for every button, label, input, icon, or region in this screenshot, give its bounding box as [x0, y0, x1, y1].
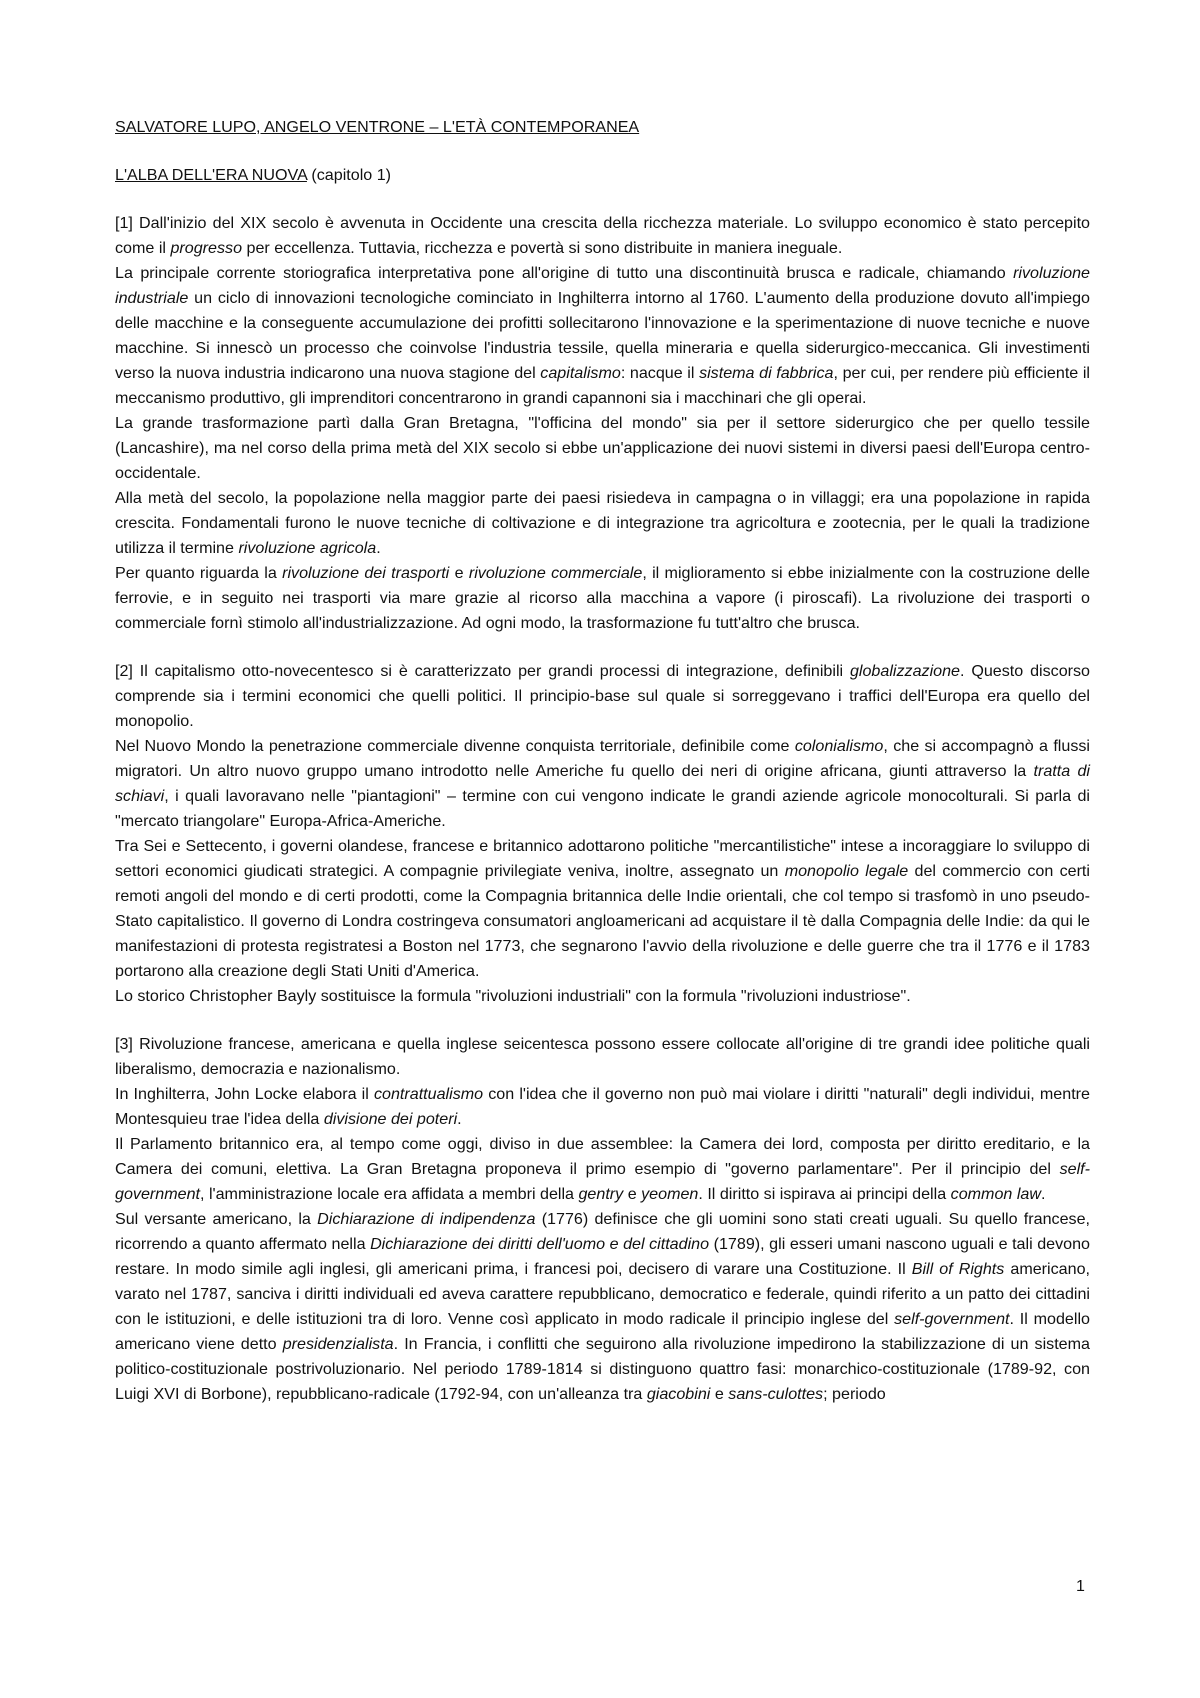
text-run: un ciclo di innovazioni tecnologiche cominciato in Inghilterra intorno al 1760. L'aumento della produzione dovuto all'impiego delle macchine e la conseguente accumulazione dei profitti sollecitarono l'innovazione e la sperimentazione di nuove tecniche e nuove macchine. Si innescò un processo che coinvolse l'industria tessile, quella mineraria e quella siderurgico-meccanica. Gli investimenti verso la nuova industria indicarono una nuova stagione del	[115, 289, 1090, 382]
italic-term: contrattualismo	[373, 1085, 484, 1103]
chapter-heading	[115, 163, 1090, 188]
italic-term: rivoluzione industriale	[115, 264, 1090, 307]
italic-term: Dichiarazione dei diritti dell'uomo e del cittadino	[370, 1235, 710, 1253]
paragraph	[115, 734, 1090, 834]
paragraph	[115, 659, 1090, 734]
text-run: ; periodo	[823, 1385, 886, 1403]
text-run: Per quanto riguarda la	[115, 564, 283, 582]
italic-term: giacobini	[646, 1385, 711, 1403]
text-run: , il miglioramento si ebbe inizialmente con la costruzione delle ferrovie, e in seguito nei trasporti via mare grazie al ricorso alla macchina a vapore (i piroscafi). La rivoluzione dei trasporti o commerciale fornì stimolo all'industrializzazione. Ad ogni modo, la trasformazione fu tutt'altro che brusca.	[115, 564, 1090, 632]
italic-term: gentry	[578, 1185, 624, 1203]
italic-term: self-government	[894, 1310, 1010, 1328]
document-page	[115, 115, 1090, 1430]
text-run: La grande trasformazione partì dalla Gran Bretagna, "l'officina del mondo" sia per il settore siderurgico che per quello tessile (Lancashire), ma nel corso della prima metà del XIX secolo si ebbe un'applicazione dei nuovi sistemi in diversi paesi dell'Europa centro-occidentale.	[115, 414, 1090, 482]
document-title-text: SALVATORE LUPO, ANGELO VENTRONE – L'ETÀ CONTEMPORANEA	[115, 118, 640, 136]
text-run: La principale corrente storiografica interpretativa pone all'origine di tutto una discontinuità brusca e radicale, chiamando	[115, 264, 1014, 282]
text-run: e	[449, 564, 469, 582]
paragraph	[115, 1207, 1090, 1407]
paragraph	[115, 1082, 1090, 1132]
paragraph	[115, 561, 1090, 636]
italic-term: globalizzazione	[849, 662, 961, 680]
paragraph	[115, 486, 1090, 561]
text-run: , i quali lavoravano nelle "piantagioni" – termine con cui vengono indicate le grandi aziende agricole monocolturali. Si parla di "mercato triangolare" Europa-Africa-Americhe.	[115, 787, 1090, 830]
text-run: . Questo discorso comprende sia i termini economici che quelli politici. Il principio-base sul quale si sorreggevano i traffici dell'Europa era quello del monopolio.	[115, 662, 1091, 730]
text-run: . In Francia, i conflitti che seguirono alla rivoluzione impedirono la stabilizzazione di un sistema politico-costituzionale postrivoluzionario. Nel periodo 1789-1814 si distinguono quattro fasi: monarchico-costituzionale (1789-92, con Luigi XVI di Borbone), repubblicano-radicale (1792-94, con un'alleanza tra	[115, 1335, 1090, 1403]
section	[115, 659, 1090, 1009]
paragraph	[115, 261, 1090, 411]
italic-term: presidenzialista	[282, 1335, 394, 1353]
text-run: .	[457, 1110, 462, 1128]
italic-term: common law	[950, 1185, 1041, 1203]
text-run: .	[1040, 1185, 1046, 1203]
text-run: : nacque il	[620, 364, 700, 382]
page-number: 1	[1076, 1578, 1085, 1595]
text-run: , l'amministrazione locale era affidata a membri della	[200, 1185, 579, 1203]
section	[115, 211, 1090, 636]
text-run: con l'idea che il governo non può mai violare i diritti "naturali" degli individui, mentre Montesquieu trae l'idea della	[115, 1085, 1090, 1128]
paragraph	[115, 1032, 1090, 1082]
italic-term: rivoluzione dei trasporti	[282, 564, 450, 582]
italic-term: Bill of Rights	[911, 1260, 1005, 1278]
italic-term: rivoluzione agricola	[238, 539, 377, 557]
chapter-title: L'ALBA DELL'ERA NUOVA	[115, 166, 307, 184]
text-run: In Inghilterra, John Locke elabora il	[115, 1085, 374, 1103]
text-run: Nel Nuovo Mondo la penetrazione commerciale divenne conquista territoriale, definibile come	[115, 737, 795, 755]
document-body	[115, 211, 1090, 1407]
section	[115, 1032, 1090, 1407]
italic-term: colonialismo	[794, 737, 884, 755]
italic-term: progresso	[170, 239, 243, 257]
text-run: per eccellenza. Tuttavia, ricchezza e povertà si sono distribuite in maniera ineguale.	[242, 239, 843, 257]
paragraph	[115, 411, 1090, 486]
text-run: Sul versante americano, la	[115, 1210, 318, 1228]
italic-term: tratta di schiavi	[115, 762, 1090, 805]
text-run: Il Parlamento britannico era, al tempo come oggi, diviso in due assemblee: la Camera dei lord, composta per diritto ereditario, e la Camera dei comuni, elettiva. La Gran Bretagna proponeva il primo esempio di "governo parlamentare". Per il principio del	[115, 1135, 1090, 1178]
text-run: Lo storico Christopher Bayly sostituisce la formula "rivoluzioni industriali" con la formula "rivoluzioni industriose".	[115, 987, 911, 1005]
italic-term: sans-culottes	[728, 1385, 824, 1403]
italic-term: divisione dei poteri	[323, 1110, 458, 1128]
text-run: .	[376, 539, 381, 557]
document-title	[115, 115, 1090, 140]
text-run: , per cui, per rendere più efficiente il meccanismo produttivo, gli imprenditori concentrarono in grandi capannoni sia i macchinari che gli operai.	[115, 364, 1091, 407]
text-run: Tra Sei e Settecento, i governi olandese, francese e britannico adottarono politiche "mercantilistiche" intese a incoraggiare lo sviluppo di settori economici giudicati strategici. A compagnie privilegiate veniva, inoltre, assegnato un	[115, 837, 1090, 880]
text-run: e	[623, 1185, 642, 1203]
paragraph	[115, 984, 1090, 1009]
italic-term: rivoluzione commerciale	[468, 564, 643, 582]
paragraph	[115, 1132, 1090, 1207]
text-run: [1] Dall'inizio del XIX secolo è avvenuta in Occidente una crescita della ricchezza materiale. Lo sviluppo economico è stato percepito come il	[115, 214, 1090, 257]
text-run: . Il diritto si ispirava ai principi della	[698, 1185, 951, 1203]
italic-term: capitalismo	[540, 364, 621, 382]
italic-term: sistema di fabbrica	[699, 364, 834, 382]
italic-term: yeomen	[641, 1185, 699, 1203]
italic-term: monopolio legale	[784, 862, 909, 880]
text-run: (1776) definisce che gli uomini sono stati creati uguali. Su quello francese, ricorrendo a quanto affermato nella	[115, 1210, 1090, 1253]
text-run: americano, varato nel 1787, sanciva i diritti individuali ed aveva carattere repubblicano, democratico e federale, quindi riferito a un patto dei cittadini con le istituzioni, e delle istituzioni tra di loro. Venne così applicato in modo radicale il principio inglese del	[115, 1260, 1090, 1328]
text-run: Alla metà del secolo, la popolazione nella maggior parte dei paesi risiedeva in campagna o in villaggi; era una popolazione in rapida crescita. Fondamentali furono le nuove tecniche di coltivazione e di integrazione tra agricoltura e zootecnia, per le quali la tradizione utilizza il termine	[115, 489, 1090, 557]
italic-term: self-government	[115, 1160, 1090, 1203]
text-run: [2] Il capitalismo otto-novecentesco si è caratterizzato per grandi processi di integrazione, definibili	[115, 662, 850, 680]
text-run: (1789), gli esseri umani nascono uguali e tali devono restare. In modo simile agli inglesi, gli americani prima, i francesi poi, decisero di varare una Costituzione. Il	[115, 1235, 1090, 1278]
paragraph	[115, 211, 1090, 261]
text-run: del commercio con certi remoti angoli del mondo e di certi prodotti, come la Compagnia britannica delle Indie orientali, che col tempo si trasfomò in uno pseudo-Stato capitalistico. Il governo di Londra costringeva consumatori angloamericani ad acquistare il tè dalla Compagnia delle Indie: da qui le manifestazioni di protesta registratesi a Boston nel 1773, che segnarono l'avvio della rivoluzione e delle guerre che tra il 1776 e il 1783 portarono alla creazione degli Stati Uniti d'America.	[115, 862, 1090, 980]
italic-term: Dichiarazione di indipendenza	[317, 1210, 536, 1228]
text-run: . Il modello americano viene detto	[115, 1310, 1090, 1353]
text-run: e	[710, 1385, 729, 1403]
chapter-suffix: (capitolo 1)	[306, 166, 392, 184]
text-run: [3] Rivoluzione francese, americana e quella inglese seicentesca possono essere collocate all'origine di tre grandi idee politiche quali liberalismo, democrazia e nazionalismo.	[115, 1035, 1090, 1078]
text-run: , che si accompagnò a flussi migratori. Un altro nuovo gruppo umano introdotto nelle Americhe fu quello dei neri di origine africana, giunti attraverso la	[115, 737, 1090, 780]
paragraph	[115, 834, 1090, 984]
